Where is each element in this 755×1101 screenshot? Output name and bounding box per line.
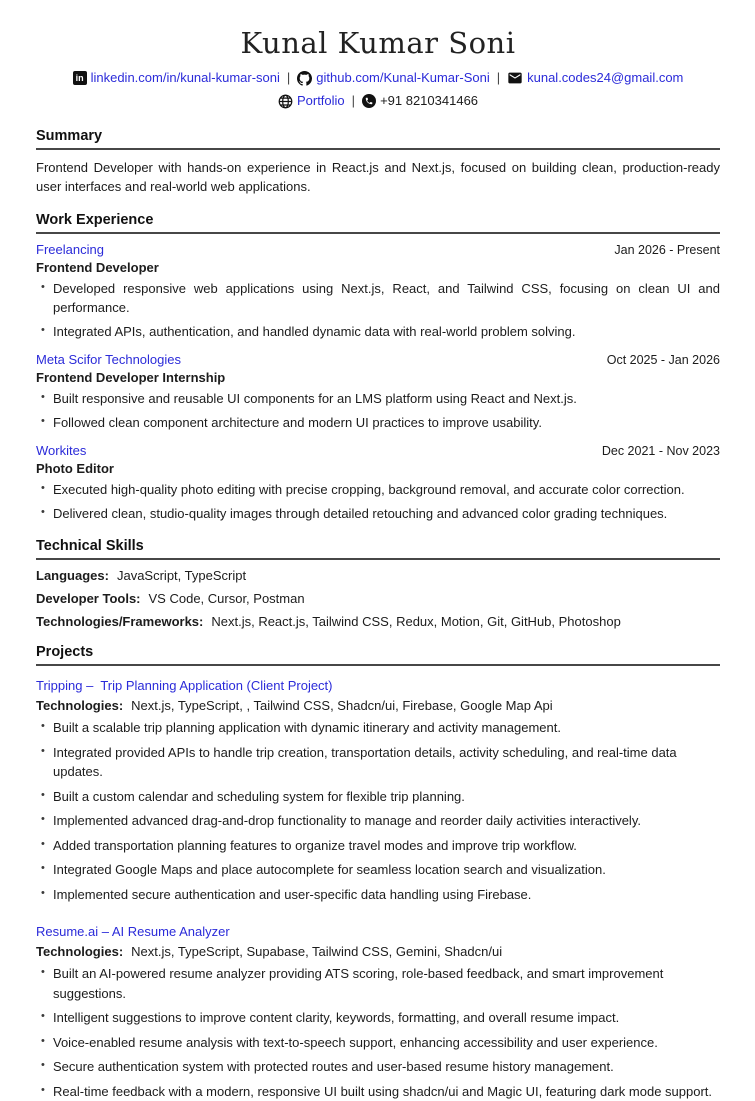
project-bullet: • Built an AI-powered resume analyzer providing ATS scoring, role-based feedback, and smart improvement suggestions. <box>53 964 720 1003</box>
project-bullet: • Built a custom calendar and scheduling system for flexible trip planning. <box>53 787 720 807</box>
project-tech-label: Technologies: <box>36 944 124 960</box>
project-bullet: • Real-time feedback with a modern, responsive UI built using shadcn/ui and Magic UI, featuring dark mode support. <box>53 1082 720 1101</box>
skill-value: JavaScript, TypeScript <box>116 568 247 584</box>
job-entry <box>36 242 720 342</box>
contact-separator: | <box>351 92 356 108</box>
section-summary <box>36 128 720 197</box>
experience-heading: Work Experience <box>36 212 720 234</box>
projects-list <box>36 677 720 1101</box>
contact-row-1 <box>36 69 720 88</box>
skills-heading: Technical Skills <box>36 538 720 560</box>
project-entry <box>36 923 720 1101</box>
project-bullet: • Intelligent suggestions to improve content clarity, keywords, formatting, and overall resume impact. <box>53 1008 720 1028</box>
project-bullet: • Integrated Google Maps and place autocomplete for seamless location search and visualization. <box>53 860 720 880</box>
project-tech-value: Next.js, TypeScript, , Tailwind CSS, Shadcn/ui, Firebase, Google Map Api <box>131 698 553 714</box>
job-entry <box>36 443 720 523</box>
summary-text: Frontend Developer with hands-on experience in React.js and Next.js, focused on building clean, production-ready user interfaces and real-world web applications. <box>36 159 720 195</box>
contact-separator: | <box>496 70 501 85</box>
job-bullets <box>36 389 720 432</box>
phone-icon <box>362 94 376 108</box>
projects-heading: Projects <box>36 644 720 666</box>
project-bullet: • Implemented secure authentication and user-specific data handling using Firebase. <box>53 885 720 905</box>
project-tech-line <box>36 698 720 713</box>
skill-row <box>36 591 720 606</box>
skill-label: Developer Tools: <box>36 591 141 607</box>
project-bullet: • Added transportation planning features to organize travel modes and improve trip workflow. <box>53 836 720 856</box>
section-skills <box>36 538 720 629</box>
section-projects <box>36 644 720 1101</box>
email-link[interactable]: kunal.codes24@gmail.com <box>527 70 684 85</box>
project-bullet: • Implemented advanced drag-and-drop functionality to manage and reorder daily activities interactively. <box>53 811 720 831</box>
project-entry <box>36 677 720 904</box>
project-bullet: • Voice-enabled resume analysis with text-to-speech support, enhancing accessibility and user experience. <box>53 1033 720 1053</box>
skill-value: VS Code, Cursor, Postman <box>148 591 305 607</box>
section-experience <box>36 212 720 524</box>
project-title-link[interactable]: Tripping – Trip Planning Application (Client Project) <box>36 678 333 694</box>
job-role: Photo Editor <box>36 461 114 477</box>
job-bullets <box>36 480 720 523</box>
experience-jobs <box>36 242 720 524</box>
job-header <box>36 242 720 257</box>
linkedin-contact <box>73 69 280 88</box>
skill-label: Languages: <box>36 568 109 584</box>
project-bullet: • Integrated provided APIs to handle trip creation, transportation details, activity scheduling, and real-time data updates. <box>53 743 720 782</box>
phone-number: +91 8210341466 <box>380 92 479 108</box>
job-bullet: • Built responsive and reusable UI components for an LMS platform using React and Next.js. <box>53 389 720 409</box>
person-name: Kunal Kumar Soni <box>240 26 516 60</box>
company-link[interactable]: Workites <box>36 443 87 459</box>
job-bullet: • Delivered clean, studio-quality images through detailed retouching and advanced color grading techniques. <box>53 504 720 524</box>
job-bullet: • Followed clean component architecture and modern UI practices to improve usability. <box>53 413 720 433</box>
job-role: Frontend Developer <box>36 259 159 275</box>
job-bullet: • Executed high-quality photo editing with precise cropping, background removal, and accurate color correction. <box>53 480 720 500</box>
github-icon <box>297 71 312 86</box>
project-bullet: • Secure authentication system with protected routes and user-based resume history management. <box>53 1057 720 1077</box>
project-tech-line <box>36 944 720 959</box>
job-dates: Dec 2021 - Nov 2023 <box>601 444 720 459</box>
contact-row-2 <box>36 92 720 111</box>
company-link[interactable]: Meta Scifor Technologies <box>36 352 182 368</box>
skills-rows <box>36 568 720 629</box>
project-bullets <box>36 718 720 904</box>
job-dates: Oct 2025 - Jan 2026 <box>606 353 720 368</box>
project-title-link[interactable]: Resume.ai – AI Resume Analyzer <box>36 924 230 940</box>
linkedin-icon: in <box>73 71 87 85</box>
summary-heading: Summary <box>36 128 720 150</box>
email-icon <box>507 70 523 86</box>
contact-separator: | <box>286 70 291 85</box>
project-tech-value: Next.js, TypeScript, Supabase, Tailwind CSS, Gemini, Shadcn/ui <box>131 944 503 960</box>
job-dates: Jan 2026 - Present <box>614 242 720 257</box>
job-header <box>36 443 720 458</box>
project-tech-label: Technologies: <box>36 698 124 714</box>
github-contact <box>297 69 489 88</box>
job-entry <box>36 352 720 432</box>
skill-label: Technologies/Frameworks: <box>36 614 204 630</box>
phone-contact <box>362 92 478 111</box>
skill-row <box>36 614 720 629</box>
skill-row <box>36 568 720 583</box>
github-link[interactable]: github.com/Kunal-Kumar-Soni <box>316 70 490 85</box>
globe-icon <box>278 94 293 109</box>
job-role: Frontend Developer Internship <box>36 370 226 386</box>
job-bullet: • Integrated APIs, authentication, and handled dynamic data with real-world problem solving. <box>53 322 720 342</box>
portfolio-contact <box>278 92 345 111</box>
job-header <box>36 352 720 367</box>
project-bullet: • Built a scalable trip planning application with dynamic itinerary and activity management. <box>53 718 720 738</box>
job-bullet: • Developed responsive web applications using Next.js, React, and Tailwind CSS, focusing on clean UI and performance. <box>53 279 720 318</box>
email-contact <box>507 69 683 88</box>
company-link[interactable]: Freelancing <box>36 241 104 257</box>
job-bullets <box>36 279 720 342</box>
portfolio-link[interactable]: Portfolio <box>296 92 345 108</box>
skill-value: Next.js, React.js, Tailwind CSS, Redux, Motion, Git, GitHub, Photoshop <box>211 614 621 630</box>
linkedin-link[interactable]: linkedin.com/in/kunal-kumar-soni <box>90 70 280 85</box>
project-bullets <box>36 964 720 1101</box>
